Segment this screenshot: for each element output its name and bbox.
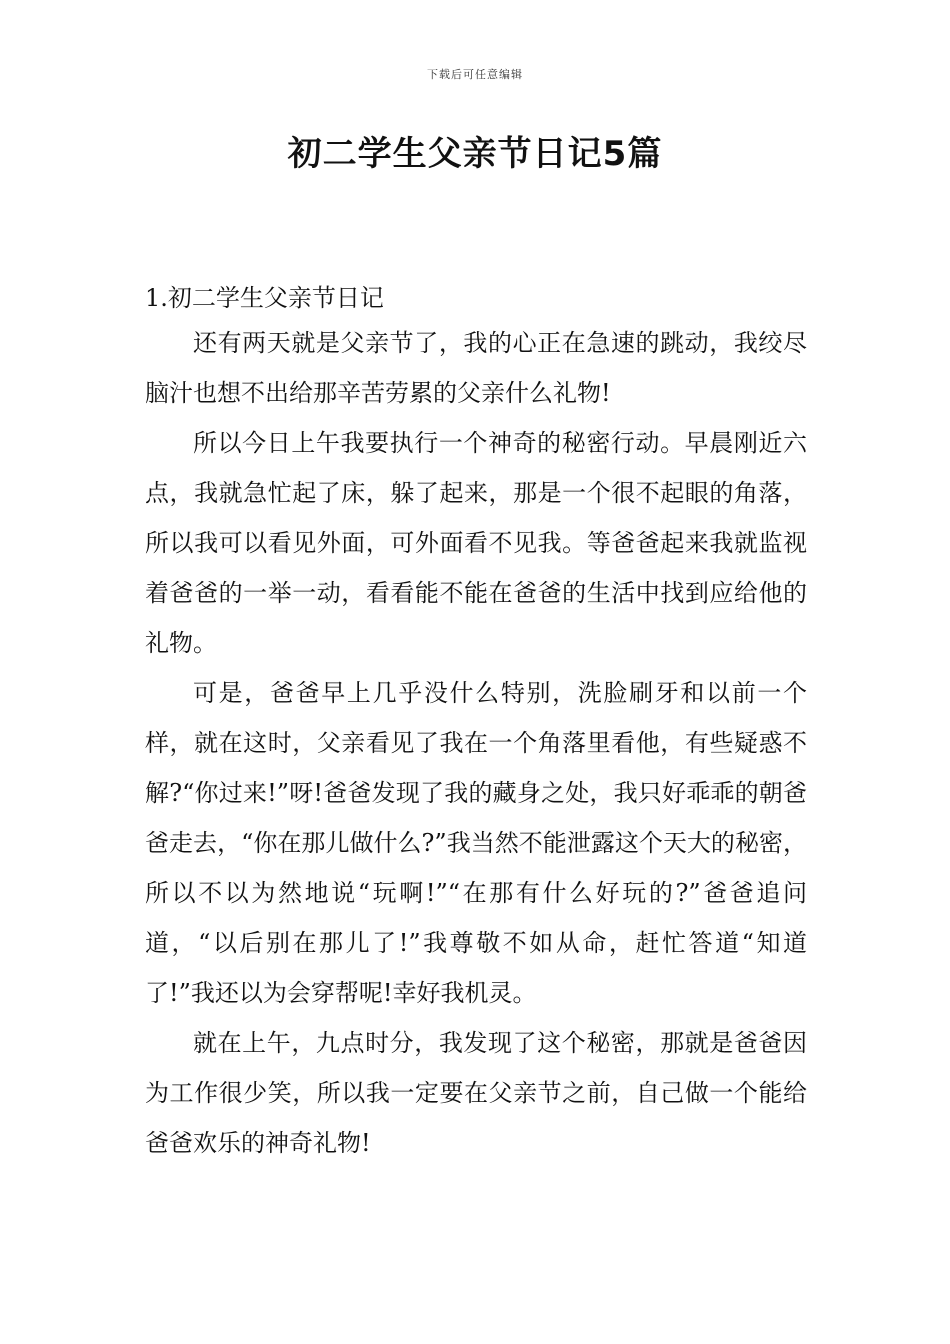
document-body [145,278,807,1168]
header-note: 下载后可任意编辑 [427,68,523,81]
paragraph-1: 还有两天就是父亲节了，我的心正在急速的跳动，我绞尽脑汁也想不出给那辛苦劳累的父亲什么礼物! [145,329,807,407]
paragraph-4: 就在上午，九点时分，我发现了这个秘密，那就是爸爸因为工作很少笑，所以我一定要在父亲节之前，自己做一个能给爸爸欢乐的神奇礼物! [145,1029,807,1157]
paragraph-3: 可是，爸爸早上几乎没什么特别，洗脸刷牙和以前一个样，就在这时，父亲看见了我在一个角落里看他，有些疑惑不解?“你过来!”呀!爸爸发现了我的藏身之处，我只好乖乖的朝爸爸走去，“你在那儿做什么?”我当然不能泄露这个天大的秘密，所以不以为然地说“玩啊!”“在那有什么好玩的?”爸爸追问道，“以后别在那儿了!”我尊敬不如从命，赶忙答道“知道了!”我还以为会穿帮呢!幸好我机灵。 [145,679,807,1007]
section-heading: 1.初二学生父亲节日记 [145,284,384,312]
document-title: 初二学生父亲节日记5篇 [287,134,663,174]
paragraph-2: 所以今日上午我要执行一个神奇的秘密行动。早晨刚近六点，我就急忙起了床，躲了起来，那是一个很不起眼的角落，所以我可以看见外面，可外面看不见我。等爸爸起来我就监视着爸爸的一举一动，看看能不能在爸爸的生活中找到应给他的礼物。 [145,429,807,657]
